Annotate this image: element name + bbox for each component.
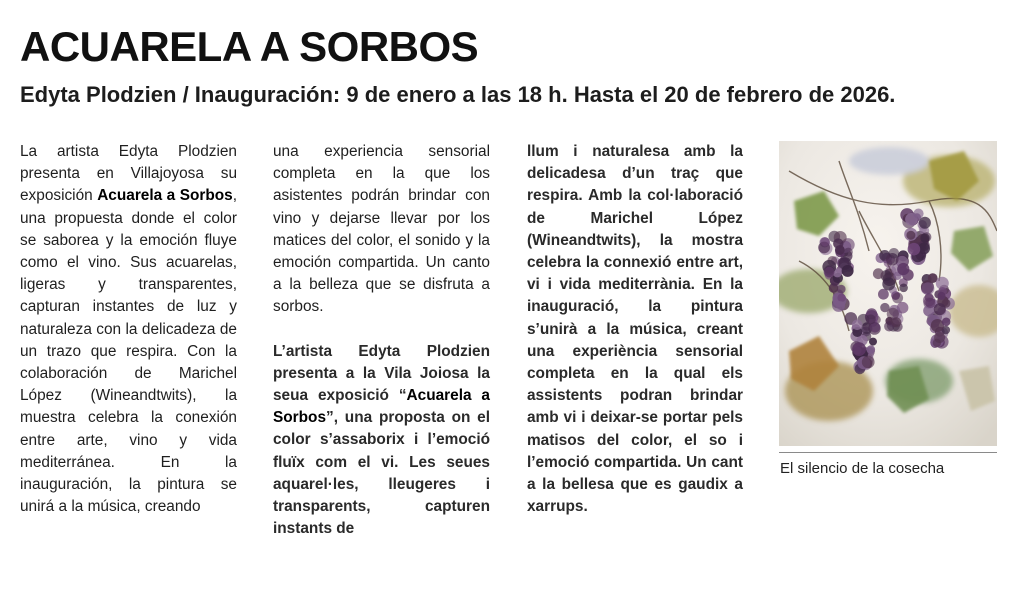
grape (906, 231, 915, 240)
grape (836, 301, 845, 310)
column-spanish-2 (273, 141, 490, 540)
article-title: ACUARELA A SORBOS (20, 23, 479, 70)
text-run: llum i naturalesa amb la delicadesa d’un traç que respira. Amb la col·laboració de Marichel López (Wineandtwits), la mostra celebra la connexió entre art, vi i vida mediterrània. En la inauguració, la pintura s’unirà a la música, creant una experiència sensorial completa en la qual els assistents podran brindar amb vi i deixar-se portar pels matisos del color, el so i l’emoció compartida. Un cant a la bellesa que es gaudix a xarrups. (527, 143, 743, 516)
paragraph-valencian-continued (527, 141, 743, 518)
grape (866, 314, 876, 324)
grape (839, 257, 852, 270)
text-run: L’artista Edyta Plodzien presenta a la Vila Joiosa la seua exposició “ (273, 342, 490, 405)
text-run: , una propuesta donde el color se saborea y la emoción fluye como el vino. Sus acuarelas, ligeras y transparentes, capturan instantes de luz y naturaleza con la delicadeza de un trazo que respira. Con la colaboración de Marichel López (Wineandtwits), la muestra celebra la conexión entre arte, vino y vida mediterránea. En la inauguración, la pintura se unirá a la música, creando (20, 187, 237, 516)
grape (852, 320, 863, 331)
grape (821, 237, 830, 246)
grape (925, 293, 934, 302)
column-spanish-1 (20, 141, 237, 518)
grape (892, 292, 903, 303)
grape (920, 233, 929, 242)
grape (824, 267, 834, 277)
exhibition-name: Acuarela a Sorbos (273, 387, 490, 427)
column-valencian (527, 141, 743, 518)
grape (867, 345, 876, 354)
paragraph-spanish (20, 141, 237, 518)
image-caption: El silencio de la cosecha (780, 460, 945, 477)
grape (869, 338, 877, 346)
grape (878, 289, 889, 300)
article-subtitle: Edyta Plodzien / Inauguración: 9 de enero a las 18 h. Hasta el 20 de febrero de 2026. (20, 82, 896, 107)
paragraph-valencian (273, 341, 490, 541)
grape (882, 278, 895, 291)
grape (844, 248, 853, 257)
grape (889, 248, 900, 259)
grape (862, 356, 875, 369)
grape (837, 294, 845, 302)
grape (938, 292, 946, 300)
grape (908, 243, 921, 256)
exhibition-name: Acuarela a Sorbos (97, 187, 233, 205)
grape (897, 263, 909, 275)
grape (913, 209, 923, 219)
paragraph-spanish-continued (273, 141, 490, 319)
grape (942, 318, 951, 327)
text-run: ”, una proposta on el color s’assaborix i l’emoció fluïx com el vi. Les seues aquarel·les, lleugeres i transparents, capturen instants de (273, 409, 490, 538)
text-run: una experiencia sensorial completa en la que los asistentes podrán brindar con vino y dejarse llevar por los matices del color, el sonido y la emoción compartida. Un canto a la belleza que se disfruta a sorbos. (273, 143, 490, 316)
grape (852, 342, 866, 356)
caption-divider (779, 452, 997, 453)
grape (919, 217, 931, 229)
grape (899, 284, 908, 293)
watercolor-grapes-painting (779, 141, 997, 446)
grape (934, 332, 945, 343)
grape (835, 245, 845, 255)
grape (934, 303, 946, 315)
grape (887, 308, 899, 320)
text-run: La artista Edyta Plodzien presenta en Villajoyosa su exposición (20, 143, 237, 205)
grape (873, 268, 884, 279)
